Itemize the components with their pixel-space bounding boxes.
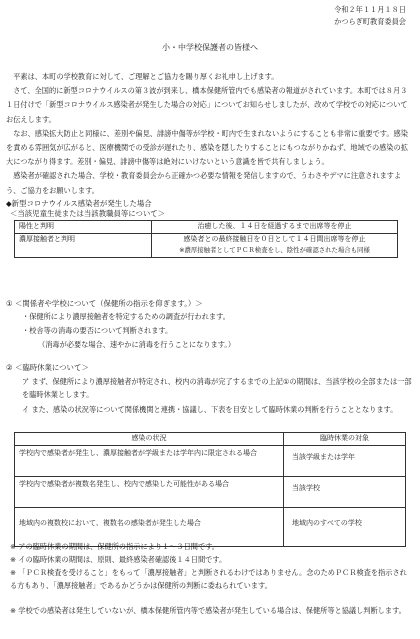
situation-cell: 地域内の複数校において、複数名の感染者が発生した場合 (15, 507, 284, 546)
table-row (15, 445, 406, 476)
status-action-note: ※濃厚接触者としてＰＣＲ検査をし、陰性が確認された場合も同様 (179, 246, 370, 254)
section-2-item-i: イ また、感染の状況等について関係機関と連携・協議し、下表を目安として臨時休業の判断を行うこととなります。 (22, 405, 398, 414)
section-1-bullet: ・保健所により濃厚接触者を特定するための調査が行われます。 (22, 312, 230, 321)
document-title: 小・中学校保護者の皆様へ (162, 43, 258, 52)
column-header-situation: 感染の状況 (15, 433, 284, 446)
section-1-bullet: ・校舎等の消毒の要否について判断されます。 (22, 326, 173, 335)
table-header-row (15, 433, 406, 446)
closure-table (14, 432, 406, 547)
intro-paragraph-3: なお、感染拡大防止と同様に、差別や偏見、誹謗中傷等が学校・町内で生まれないようにすることも非常に重要です。感染を責める雰囲気が広がると、医療機関での受診が遅れたり、感染を隠したりすることにもつながりかねず、地域での感染の拡大につながり得ます。差別・偏見、誹謗中傷等は絶対にいけないという意識を皆で共有しましょう。 (6, 128, 408, 167)
status-label: 陽性と判明 (15, 221, 152, 234)
section-1-note: （消毒が必要な場合、速やかに消毒を行うことになります。） (38, 340, 236, 349)
section-main-subheading: ＜当該児童生徒または当該教職員等について＞ (10, 209, 166, 218)
section-2-item-a: ア まず、保健所により濃厚接触者が特定され、校内の消毒が完了するまでの上記①の期間は、当該学校の全部または一部を臨時休業とします。 (22, 377, 412, 399)
intro-paragraph-2: さて、全国的に新型コロナウイルスの第３波が到来し、橋本保健所管内でも感染者の報道がされています。本町では８月３１日付けで「新型コロナウイルス感染者が発生した場合の対応」についてお知らせしましたが、改めて学校での対応についてお伝えします。 (6, 86, 408, 124)
status-label: 濃厚接触者と判明 (15, 233, 152, 257)
note-item: ※ 「ＰＣＲ検査を受けること」をもって「濃厚接触者」と判断されるわけではありません。念のためＰＣＲ検査を指示される方もあり、「濃厚接触者」であるかどうかは保健所の判断に委ねられています。 (10, 568, 407, 590)
table-row (15, 233, 398, 257)
situation-cell: 学校内で感染者が複数名発生し、校内で感染した可能性がある場合 (15, 476, 284, 507)
table-row (15, 221, 398, 234)
note-item: ※ アの臨時休業の期間は、保健所の指示により１～３日間です。 (10, 542, 219, 551)
intro-paragraph-4: 感染者が確認された場合、学校・教育委員会から正確かつ必要な情報を発信しますので、うわさやデマに注意されますよう、ご協力をお願いします。 (6, 171, 402, 195)
status-action-text: 治癒した後、１４日を経過するまで出席等を停止 (197, 222, 352, 230)
intro-paragraph-1: 平素は、本町の学校教育に対して、ご理解とご協力を賜り厚くお礼申し上げます。 (13, 72, 279, 81)
target-cell: 当該学校 (284, 476, 406, 507)
table-row (15, 476, 406, 507)
section-main-heading: ◆新型コロナウイルス感染者が発生した場合 (6, 199, 152, 208)
status-action-text: 感染者との最終接触日を０日として１４日間出席等を停止 (183, 234, 366, 243)
section-1-heading: ① ＜関係者や学校について（保健所の指示を仰ぎます。）＞ (6, 299, 203, 308)
section-2-heading: ② ＜臨時休業について＞ (6, 363, 89, 372)
note-item: ※ イの臨時休業の期間は、原則、最終感染者確認後１４日間です。 (10, 555, 227, 564)
column-header-target: 臨時休業の対象 (284, 433, 406, 446)
intro-text (6, 70, 414, 198)
status-action (152, 233, 398, 257)
situation-cell: 学校内で感染者が発生し、濃厚接触者が学級または学年内に限定される場合 (15, 445, 284, 476)
target-cell: 当該学級または学年 (284, 445, 406, 476)
document-header (334, 4, 406, 28)
target-cell: 地域内のすべての学校 (284, 507, 406, 546)
issuer-name: かつらぎ町教育委員会 (334, 17, 406, 26)
status-action (152, 221, 398, 234)
issue-date: 令和２年１１月１８日 (334, 5, 406, 14)
note-item: ※ 学校での感染者は発生していないが、橋本保健所管内等で感染者が発生している場合は、保健所等と協議し判断します。 (10, 606, 406, 615)
status-table (14, 220, 398, 258)
